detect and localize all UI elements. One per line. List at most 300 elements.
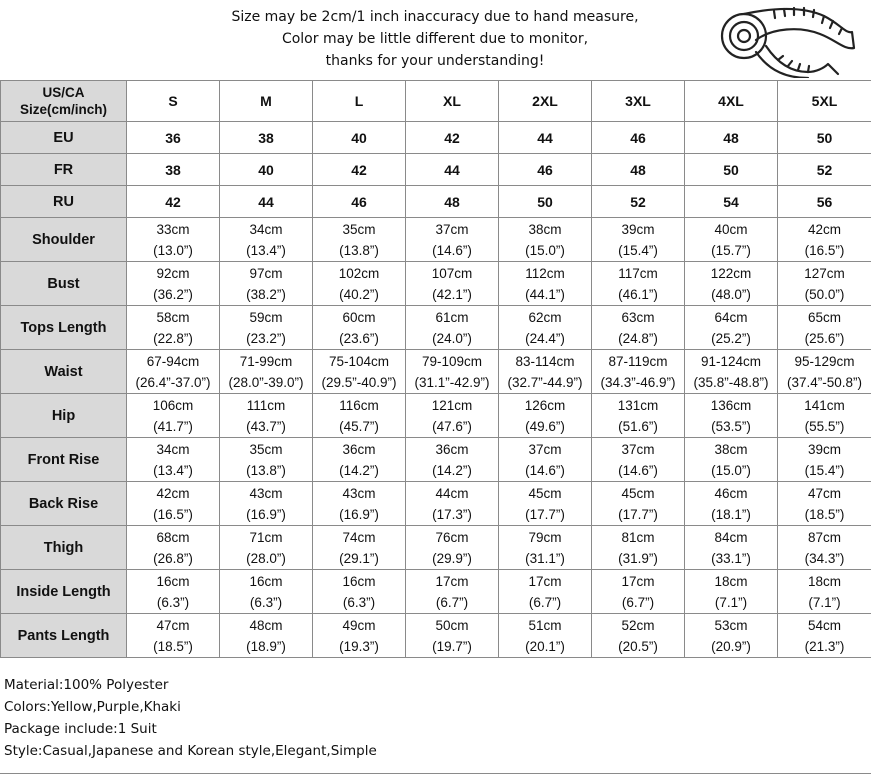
inch-value: (50.0”) bbox=[804, 286, 845, 302]
row-label: Bust bbox=[1, 262, 127, 306]
inch-value: (23.6”) bbox=[339, 330, 379, 346]
inch-value: (35.8”-48.8”) bbox=[693, 374, 769, 390]
inch-value: (33.1”) bbox=[711, 550, 751, 566]
inch-value: (16.5”) bbox=[153, 506, 193, 522]
inch-value: (48.0”) bbox=[711, 286, 751, 302]
measurement-cell bbox=[313, 614, 406, 658]
measuring-tape-icon bbox=[712, 2, 857, 78]
header bbox=[0, 0, 871, 80]
cm-value: 18cm bbox=[807, 573, 841, 589]
size-cell: 48 bbox=[592, 154, 685, 186]
cm-value: 87cm bbox=[807, 529, 841, 545]
cm-value: 111cm bbox=[246, 397, 286, 413]
cm-value: 17cm bbox=[621, 573, 655, 589]
measurement-cell bbox=[685, 526, 778, 570]
cm-value: 68cm bbox=[156, 529, 190, 545]
measurement-cell bbox=[313, 262, 406, 306]
measurement-row-tops-length bbox=[1, 306, 871, 350]
row-label: Back Rise bbox=[1, 482, 127, 526]
inch-value: (16.9”) bbox=[339, 506, 379, 522]
measurement-cell bbox=[592, 570, 685, 614]
inch-value: (13.0”) bbox=[153, 242, 193, 258]
inch-value: (34.3”) bbox=[804, 550, 845, 566]
inch-value: (22.8”) bbox=[153, 330, 193, 346]
size-cell: 42 bbox=[406, 122, 499, 154]
notice-line: Size may be 2cm/1 inch inaccuracy due to hand measure, bbox=[231, 9, 639, 25]
cm-value: 62cm bbox=[528, 309, 562, 325]
size-row-fr bbox=[1, 154, 871, 186]
measurement-cell bbox=[127, 526, 220, 570]
measurement-cell bbox=[685, 570, 778, 614]
inch-value: (47.6”) bbox=[432, 418, 472, 434]
inch-value: (18.9”) bbox=[246, 638, 286, 654]
cm-value: 39cm bbox=[807, 441, 841, 457]
size-header-cell: 3XL bbox=[592, 81, 685, 122]
inch-value: (6.7”) bbox=[621, 594, 655, 610]
row-label: Shoulder bbox=[1, 218, 127, 262]
measurement-cell bbox=[778, 350, 871, 394]
measurement-cell bbox=[592, 218, 685, 262]
cm-value: 38cm bbox=[714, 441, 748, 457]
measurement-cell bbox=[778, 394, 871, 438]
size-row-ru bbox=[1, 186, 871, 218]
measurement-cell bbox=[406, 306, 499, 350]
inch-value: (21.3”) bbox=[804, 638, 845, 654]
measurement-cell bbox=[220, 218, 313, 262]
measurement-cell bbox=[313, 526, 406, 570]
row-label: Thigh bbox=[1, 526, 127, 570]
size-cell: 44 bbox=[499, 122, 592, 154]
cm-value: 35cm bbox=[249, 441, 283, 457]
measurement-cell bbox=[313, 350, 406, 394]
corner-line: Size(cm/inch) bbox=[19, 102, 108, 117]
measurement-cell bbox=[127, 482, 220, 526]
inch-value: (31.1”-42.9”) bbox=[414, 374, 490, 390]
cm-value: 71cm bbox=[249, 529, 283, 545]
bottom-divider bbox=[0, 773, 871, 774]
inch-value: (20.9”) bbox=[711, 638, 751, 654]
cm-value: 35cm bbox=[342, 221, 376, 237]
size-header-cell: L bbox=[313, 81, 406, 122]
cm-value: 33cm bbox=[156, 221, 190, 237]
size-cell: 38 bbox=[220, 122, 313, 154]
cm-value: 97cm bbox=[249, 265, 283, 281]
measurement-cell bbox=[313, 438, 406, 482]
cm-value: 95-129cm bbox=[794, 353, 855, 369]
size-cell: 44 bbox=[220, 186, 313, 218]
measurement-cell bbox=[313, 218, 406, 262]
cm-value: 52cm bbox=[621, 617, 655, 633]
measurement-cell bbox=[220, 438, 313, 482]
measurement-cell bbox=[592, 482, 685, 526]
size-header-cell: S bbox=[127, 81, 220, 122]
measurement-cell bbox=[685, 394, 778, 438]
cm-value: 64cm bbox=[714, 309, 748, 325]
measurement-cell bbox=[778, 438, 871, 482]
cm-value: 59cm bbox=[249, 309, 283, 325]
measurement-cell bbox=[778, 570, 871, 614]
measurement-cell bbox=[499, 614, 592, 658]
inch-value: (17.7”) bbox=[525, 506, 565, 522]
inch-value: (7.1”) bbox=[808, 594, 841, 610]
measurement-cell bbox=[592, 394, 685, 438]
cm-value: 126cm bbox=[524, 397, 566, 413]
measurement-cell bbox=[499, 350, 592, 394]
inch-value: (29.5”-40.9”) bbox=[321, 374, 397, 390]
inch-value: (13.4”) bbox=[246, 242, 286, 258]
measurement-cell bbox=[220, 614, 313, 658]
inch-value: (14.2”) bbox=[339, 462, 379, 478]
size-cell: 50 bbox=[778, 122, 871, 154]
measurement-cell bbox=[685, 218, 778, 262]
cm-value: 53cm bbox=[714, 617, 748, 633]
cm-value: 40cm bbox=[714, 221, 748, 237]
inch-value: (6.3”) bbox=[342, 594, 376, 610]
material-text: Material:100% Polyester bbox=[4, 677, 169, 693]
measurement-cell bbox=[406, 614, 499, 658]
measurement-cell bbox=[499, 262, 592, 306]
cm-value: 102cm bbox=[338, 265, 380, 281]
measurement-cell bbox=[592, 306, 685, 350]
inch-value: (14.6”) bbox=[618, 462, 658, 478]
inch-value: (29.1”) bbox=[339, 550, 379, 566]
cm-value: 131cm bbox=[617, 397, 659, 413]
cm-value: 81cm bbox=[621, 529, 655, 545]
measurement-cell bbox=[406, 438, 499, 482]
measurement-cell bbox=[406, 526, 499, 570]
inch-value: (15.7”) bbox=[711, 242, 751, 258]
cm-value: 107cm bbox=[431, 265, 473, 281]
row-label: Inside Length bbox=[1, 570, 127, 614]
cm-value: 39cm bbox=[621, 221, 655, 237]
cm-value: 44cm bbox=[435, 485, 469, 501]
measurement-cell bbox=[220, 482, 313, 526]
cm-value: 46cm bbox=[714, 485, 748, 501]
cm-value: 58cm bbox=[156, 309, 190, 325]
size-header-cell: M bbox=[220, 81, 313, 122]
inch-value: (19.3”) bbox=[339, 638, 379, 654]
measurement-cell bbox=[406, 482, 499, 526]
notice-line: thanks for your understanding! bbox=[325, 53, 545, 69]
inch-value: (26.8”) bbox=[153, 550, 193, 566]
inch-value: (36.2”) bbox=[153, 286, 193, 302]
inch-value: (23.2”) bbox=[246, 330, 286, 346]
inch-value: (18.5”) bbox=[153, 638, 193, 654]
size-cell: 46 bbox=[313, 186, 406, 218]
inch-value: (20.1”) bbox=[525, 638, 565, 654]
inch-value: (6.3”) bbox=[249, 594, 283, 610]
inch-value: (32.7”-44.9”) bbox=[507, 374, 583, 390]
inch-value: (25.6”) bbox=[804, 330, 845, 346]
size-cell: 44 bbox=[406, 154, 499, 186]
measurement-cell bbox=[127, 350, 220, 394]
cm-value: 17cm bbox=[435, 573, 469, 589]
inch-value: (46.1”) bbox=[618, 286, 658, 302]
measurement-cell bbox=[406, 394, 499, 438]
cm-value: 36cm bbox=[342, 441, 376, 457]
cm-value: 42cm bbox=[156, 485, 190, 501]
cm-value: 36cm bbox=[435, 441, 469, 457]
measurement-cell bbox=[778, 218, 871, 262]
cm-value: 112cm bbox=[525, 265, 565, 281]
inch-value: (6.7”) bbox=[528, 594, 562, 610]
row-label: Tops Length bbox=[1, 306, 127, 350]
measurement-cell bbox=[313, 570, 406, 614]
measurement-cell bbox=[499, 306, 592, 350]
cm-value: 37cm bbox=[528, 441, 562, 457]
cm-value: 141cm bbox=[804, 397, 845, 413]
notice bbox=[150, 6, 720, 72]
row-label: Hip bbox=[1, 394, 127, 438]
measurement-cell bbox=[778, 526, 871, 570]
inch-value: (38.2”) bbox=[246, 286, 286, 302]
cm-value: 61cm bbox=[435, 309, 469, 325]
cm-value: 75-104cm bbox=[328, 353, 390, 369]
measurement-row-inside-length bbox=[1, 570, 871, 614]
measurement-cell bbox=[313, 306, 406, 350]
cm-value: 76cm bbox=[435, 529, 469, 545]
cm-value: 45cm bbox=[621, 485, 655, 501]
size-header-cell: 4XL bbox=[685, 81, 778, 122]
inch-value: (24.4”) bbox=[525, 330, 565, 346]
inch-value: (14.6”) bbox=[432, 242, 472, 258]
inch-value: (6.3”) bbox=[156, 594, 190, 610]
cm-value: 48cm bbox=[249, 617, 283, 633]
cm-value: 67-94cm bbox=[146, 353, 200, 369]
size-cell: 36 bbox=[127, 122, 220, 154]
measurement-cell bbox=[499, 394, 592, 438]
size-cell: 54 bbox=[685, 186, 778, 218]
cm-value: 50cm bbox=[435, 617, 469, 633]
inch-value: (40.2”) bbox=[339, 286, 379, 302]
inch-value: (31.9”) bbox=[618, 550, 658, 566]
corner-line: US/CA bbox=[42, 85, 85, 100]
inch-value: (16.9”) bbox=[246, 506, 286, 522]
measurement-cell bbox=[220, 526, 313, 570]
measurement-cell bbox=[499, 526, 592, 570]
measurement-cell bbox=[220, 306, 313, 350]
inch-value: (7.1”) bbox=[714, 594, 748, 610]
measurement-cell bbox=[406, 218, 499, 262]
measurement-row-bust bbox=[1, 262, 871, 306]
measurement-cell bbox=[499, 218, 592, 262]
cm-value: 83-114cm bbox=[515, 353, 575, 369]
cm-value: 106cm bbox=[152, 397, 194, 413]
measurement-cell bbox=[685, 438, 778, 482]
product-details bbox=[4, 674, 377, 762]
row-label: Front Rise bbox=[1, 438, 127, 482]
inch-value: (19.7”) bbox=[432, 638, 472, 654]
cm-value: 54cm bbox=[807, 617, 841, 633]
cm-value: 49cm bbox=[342, 617, 376, 633]
measurement-row-front-rise bbox=[1, 438, 871, 482]
measurement-cell bbox=[778, 262, 871, 306]
inch-value: (17.7”) bbox=[618, 506, 658, 522]
inch-value: (25.2”) bbox=[711, 330, 751, 346]
measurement-cell bbox=[127, 394, 220, 438]
size-cell: 52 bbox=[592, 186, 685, 218]
inch-value: (45.7”) bbox=[339, 418, 379, 434]
measurement-cell bbox=[220, 570, 313, 614]
measurement-cell bbox=[592, 526, 685, 570]
inch-value: (24.0”) bbox=[432, 330, 472, 346]
measurement-cell bbox=[127, 306, 220, 350]
inch-value: (24.8”) bbox=[618, 330, 658, 346]
cm-value: 127cm bbox=[804, 265, 845, 281]
measurement-row-shoulder bbox=[1, 218, 871, 262]
inch-value: (41.7”) bbox=[153, 418, 193, 434]
measurement-cell bbox=[685, 262, 778, 306]
inch-value: (44.1”) bbox=[525, 286, 565, 302]
cm-value: 79-109cm bbox=[421, 353, 483, 369]
measurement-cell bbox=[127, 218, 220, 262]
cm-value: 63cm bbox=[621, 309, 655, 325]
size-cell: 42 bbox=[313, 154, 406, 186]
measurement-cell bbox=[406, 350, 499, 394]
measurement-row-pants-length bbox=[1, 614, 871, 658]
row-label: EU bbox=[1, 122, 127, 154]
package-text: Package include:1 Suit bbox=[4, 721, 157, 737]
size-cell: 40 bbox=[220, 154, 313, 186]
inch-value: (13.8”) bbox=[246, 462, 286, 478]
size-cell: 48 bbox=[685, 122, 778, 154]
row-label: FR bbox=[1, 154, 127, 186]
measurement-cell bbox=[220, 394, 313, 438]
cm-value: 117cm bbox=[618, 265, 658, 281]
measurement-cell bbox=[127, 570, 220, 614]
cm-value: 45cm bbox=[528, 485, 562, 501]
size-row-eu bbox=[1, 122, 871, 154]
cm-value: 122cm bbox=[710, 265, 752, 281]
cm-value: 79cm bbox=[528, 529, 562, 545]
size-header-cell: 5XL bbox=[778, 81, 871, 122]
cm-value: 47cm bbox=[156, 617, 190, 633]
measurement-cell bbox=[499, 482, 592, 526]
size-cell: 52 bbox=[778, 154, 871, 186]
cm-value: 34cm bbox=[156, 441, 190, 457]
size-header-cell: XL bbox=[406, 81, 499, 122]
size-cell: 50 bbox=[499, 186, 592, 218]
measurement-cell bbox=[685, 482, 778, 526]
inch-value: (14.2”) bbox=[432, 462, 472, 478]
measurement-cell bbox=[592, 438, 685, 482]
inch-value: (15.4”) bbox=[618, 242, 658, 258]
inch-value: (53.5”) bbox=[711, 418, 751, 434]
inch-value: (14.6”) bbox=[525, 462, 565, 478]
measurement-cell bbox=[685, 306, 778, 350]
inch-value: (29.9”) bbox=[432, 550, 472, 566]
cm-value: 91-124cm bbox=[700, 353, 762, 369]
cm-value: 16cm bbox=[249, 573, 283, 589]
cm-value: 51cm bbox=[528, 617, 562, 633]
measurement-cell bbox=[127, 262, 220, 306]
inch-value: (15.4”) bbox=[804, 462, 845, 478]
size-header-row bbox=[1, 81, 871, 122]
inch-value: (20.5”) bbox=[618, 638, 658, 654]
inch-value: (51.6”) bbox=[618, 418, 658, 434]
size-header-cell: 2XL bbox=[499, 81, 592, 122]
row-label: Waist bbox=[1, 350, 127, 394]
inch-value: (13.4”) bbox=[153, 462, 193, 478]
cm-value: 74cm bbox=[342, 529, 376, 545]
size-cell: 56 bbox=[778, 186, 871, 218]
measurement-cell bbox=[685, 614, 778, 658]
cm-value: 34cm bbox=[249, 221, 283, 237]
inch-value: (34.3”-46.9”) bbox=[600, 374, 676, 390]
inch-value: (37.4”-50.8”) bbox=[786, 374, 863, 390]
inch-value: (42.1”) bbox=[432, 286, 472, 302]
measurement-cell bbox=[499, 438, 592, 482]
inch-value: (15.0”) bbox=[525, 242, 565, 258]
inch-value: (15.0”) bbox=[711, 462, 751, 478]
inch-value: (13.8”) bbox=[339, 242, 379, 258]
cm-value: 92cm bbox=[156, 265, 190, 281]
inch-value: (31.1”) bbox=[525, 550, 565, 566]
row-label: RU bbox=[1, 186, 127, 218]
inch-value: (43.7”) bbox=[246, 418, 286, 434]
cm-value: 38cm bbox=[528, 221, 562, 237]
cm-value: 17cm bbox=[528, 573, 562, 589]
cm-value: 84cm bbox=[714, 529, 748, 545]
measurement-cell bbox=[406, 262, 499, 306]
inch-value: (18.1”) bbox=[711, 506, 751, 522]
notice-line: Color may be little different due to monitor, bbox=[281, 31, 589, 47]
size-cell: 50 bbox=[685, 154, 778, 186]
measurement-cell bbox=[778, 306, 871, 350]
size-cell: 48 bbox=[406, 186, 499, 218]
cm-value: 16cm bbox=[156, 573, 190, 589]
measurement-cell bbox=[592, 614, 685, 658]
inch-value: (28.0”-39.0”) bbox=[228, 374, 304, 390]
inch-value: (18.5”) bbox=[804, 506, 845, 522]
inch-value: (17.3”) bbox=[432, 506, 472, 522]
row-label: Pants Length bbox=[1, 614, 127, 658]
measurement-cell bbox=[127, 438, 220, 482]
cm-value: 18cm bbox=[714, 573, 748, 589]
cm-value: 37cm bbox=[621, 441, 655, 457]
measurement-row-back-rise bbox=[1, 482, 871, 526]
style-text: Style:Casual,Japanese and Korean style,Elegant,Simple bbox=[4, 743, 377, 759]
inch-value: (6.7”) bbox=[435, 594, 469, 610]
cm-value: 116cm bbox=[339, 397, 379, 413]
cm-value: 37cm bbox=[435, 221, 469, 237]
measurement-cell bbox=[406, 570, 499, 614]
measurement-cell bbox=[220, 350, 313, 394]
cm-value: 16cm bbox=[342, 573, 376, 589]
cm-value: 42cm bbox=[807, 221, 841, 237]
cm-value: 60cm bbox=[342, 309, 376, 325]
inch-value: (16.5”) bbox=[804, 242, 845, 258]
measurement-cell bbox=[313, 394, 406, 438]
measurement-row-waist bbox=[1, 350, 871, 394]
cm-value: 136cm bbox=[710, 397, 752, 413]
measurement-cell bbox=[220, 262, 313, 306]
size-chart-table bbox=[0, 80, 871, 658]
cm-value: 43cm bbox=[342, 485, 376, 501]
corner-header bbox=[1, 81, 127, 122]
cm-value: 121cm bbox=[431, 397, 473, 413]
measurement-cell bbox=[127, 614, 220, 658]
measurement-cell bbox=[313, 482, 406, 526]
cm-value: 47cm bbox=[807, 485, 841, 501]
inch-value: (49.6”) bbox=[525, 418, 565, 434]
measurement-cell bbox=[685, 350, 778, 394]
measurement-cell bbox=[499, 570, 592, 614]
cm-value: 65cm bbox=[807, 309, 841, 325]
size-cell: 46 bbox=[499, 154, 592, 186]
cm-value: 87-119cm bbox=[608, 353, 668, 369]
inch-value: (28.0”) bbox=[246, 550, 286, 566]
